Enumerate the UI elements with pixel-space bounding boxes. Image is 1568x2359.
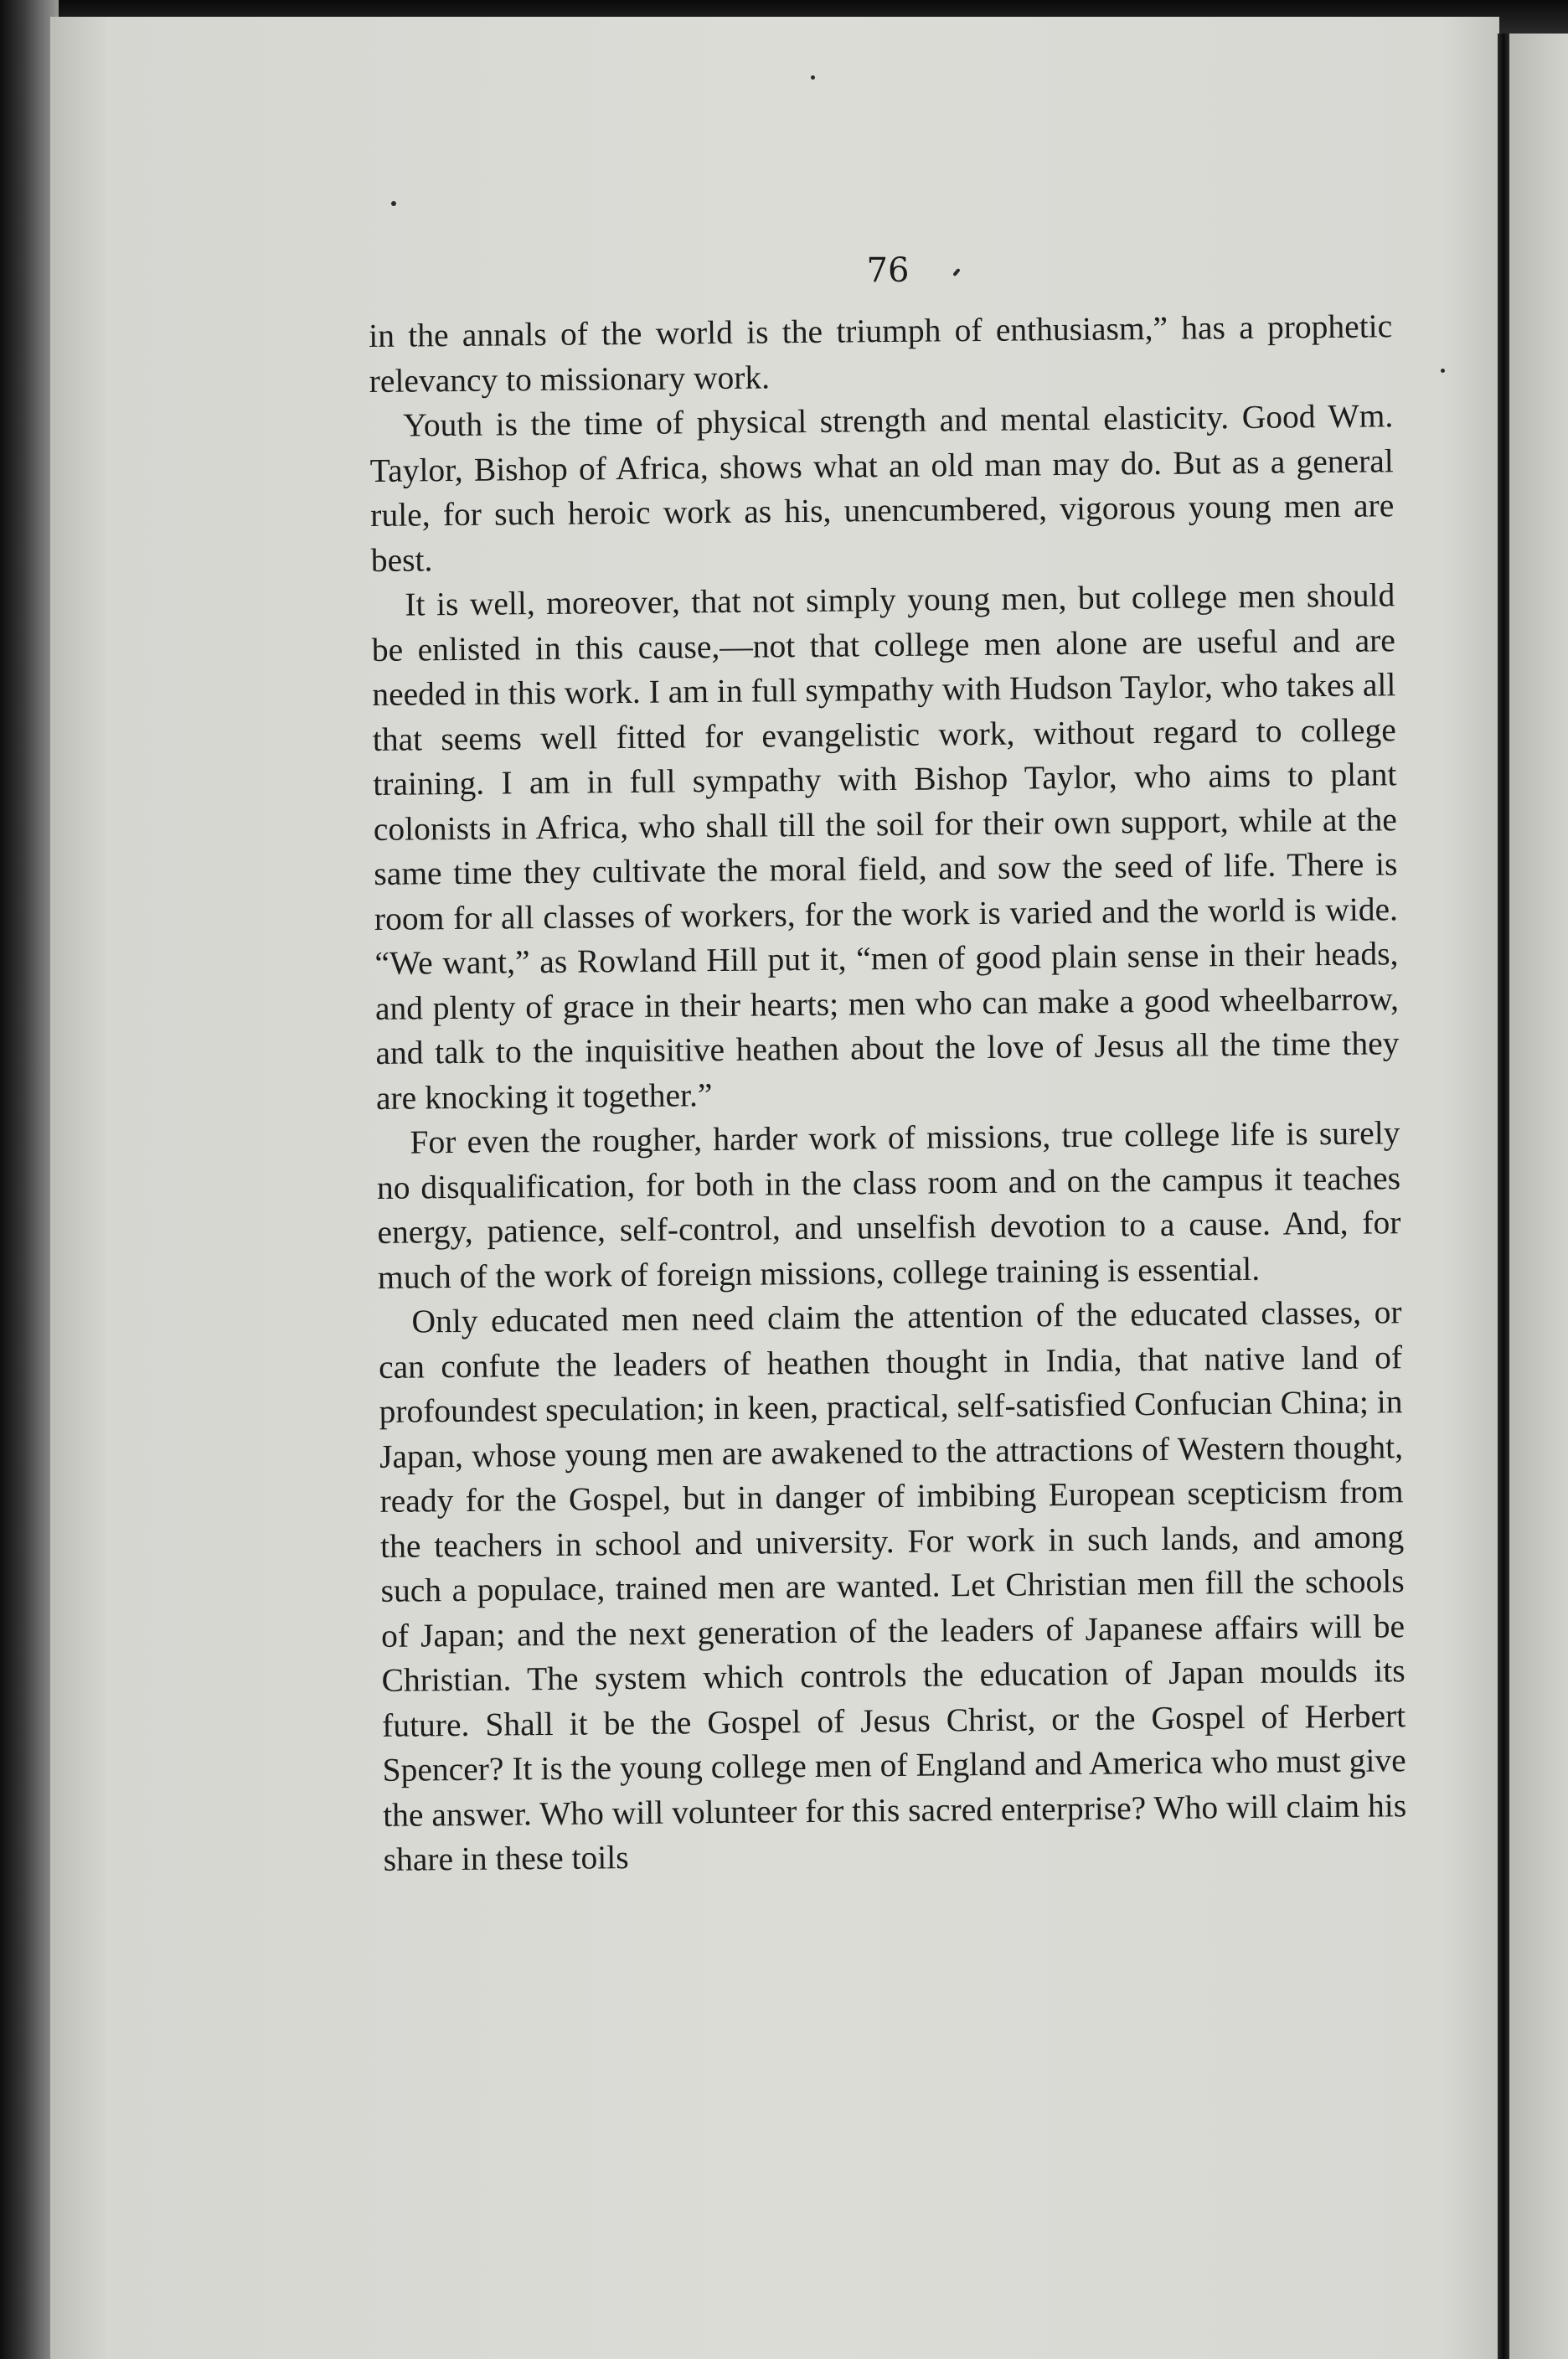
- dust-speck: [811, 75, 815, 80]
- adjacent-page-edge: [1509, 34, 1568, 2359]
- paragraph-rougher-work: For even the rougher, harder work of missions, true college life is surely no disqualification, for both in the class room and on the campus it teaches energy, patience, self-control, and unselfish devotion to a cause. And, for much of the work of foreign missions, college training is essential.: [376, 1114, 1401, 1296]
- dust-speck: [1441, 369, 1445, 373]
- page-body-text: [369, 304, 1407, 1882]
- page-number: 76: [866, 251, 910, 290]
- page-gutter-shadow: [1498, 34, 1509, 2359]
- paragraph-continuation: in the annals of the world is the triumph of enthusiasm,” has a prophetic relevancy to missionary work.: [369, 307, 1393, 400]
- paragraph-educated-men: Only educated men need claim the attention of the educated classes, or can confute the leaders of heathen thought in India, that native land of profoundest speculation; in keen, practical, self-satisfied Confucian China; in Japan, whose young men are awakened to the attractions of Western thought, ready for the Gospel, but in danger of imbibing European scepticism from the teachers in school and university. For work in such lands, and among such a populace, trained men are wanted. Let Christian men fill the schools of Japan; and the next generation of the leaders of Japanese affairs will be Christian. The system which controls the education of Japan moulds its future. Shall it be the Gospel of Jesus Christ, or the Gospel of Herbert Spencer? It is the young college men of England and America who must give the answer. Who will volunteer for this sacred enterprise? Who will claim his share in these toils: [378, 1293, 1407, 1878]
- paragraph-college-men: It is well, moreover, that not simply young men, but college men should be enlisted in this cause,—not that college men alone are useful and are needed in this work. I am in full sympathy with Hudson Taylor, who takes all that seems well fitted for evangelistic work, without regard to college training. I am in full sympathy with Bishop Taylor, who aims to plant colonists in Africa, who shall till the soil for their own support, while at the same time they cultivate the moral field, and sow the seed of life. There is room for all classes of workers, for the work is varied and the world is wide. “We want,” as Rowland Hill put it, “men of good plain sense in their heads, and plenty of grace in their hearts; men who can make a good wheelbarrow, and talk to the inquisitive heathen about the love of Jesus all the time they are knocking it together.”: [371, 576, 1400, 1117]
- paragraph-youth: Youth is the time of physical strength and mental elasticity. Good Wm. Taylor, Bishop of Africa, shows what an old man may do. But as a general rule, for such heroic work as his, unencumbered, vigorous young men are best.: [369, 397, 1395, 579]
- dust-speck: [952, 268, 960, 276]
- dust-speck: [391, 201, 396, 206]
